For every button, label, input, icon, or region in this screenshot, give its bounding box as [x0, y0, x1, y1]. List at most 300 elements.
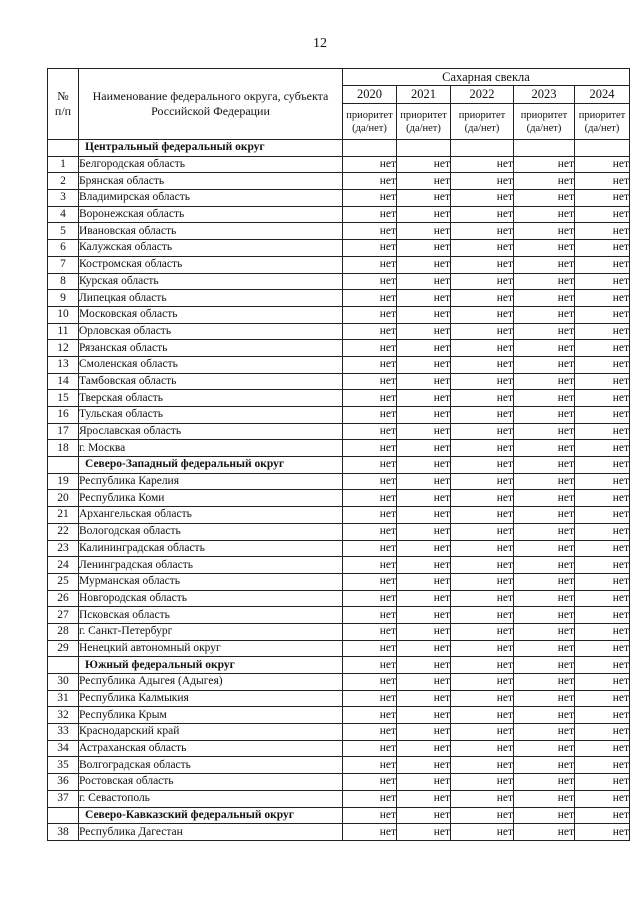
priority-value: нет: [451, 490, 514, 507]
priority-value: нет: [397, 657, 451, 674]
row-number: 14: [48, 373, 79, 390]
column-header-name: Наименование федерального округа, субъекта Российской Федерации: [79, 69, 343, 140]
priority-value: нет: [343, 690, 397, 707]
subject-name: Ярославская область: [79, 423, 343, 440]
table-row: [48, 607, 630, 624]
priority-value: нет: [575, 223, 630, 240]
priority-value: нет: [343, 390, 397, 407]
priority-value: нет: [451, 290, 514, 307]
priority-table: [47, 68, 630, 841]
priority-value: нет: [397, 707, 451, 724]
priority-value: нет: [451, 640, 514, 657]
priority-value: нет: [343, 807, 397, 824]
priority-value: нет: [451, 557, 514, 574]
priority-value: нет: [397, 323, 451, 340]
priority-value: нет: [451, 156, 514, 173]
priority-value: нет: [397, 457, 451, 474]
priority-value: нет: [514, 373, 575, 390]
table-row: [48, 590, 630, 607]
subject-name: Республика Крым: [79, 707, 343, 724]
priority-value: нет: [514, 674, 575, 691]
row-number: 31: [48, 690, 79, 707]
table-row: [48, 340, 630, 357]
priority-value: нет: [343, 490, 397, 507]
priority-value: нет: [397, 523, 451, 540]
priority-value: нет: [575, 690, 630, 707]
priority-value: нет: [343, 707, 397, 724]
priority-value: нет: [575, 824, 630, 841]
priority-value: нет: [397, 690, 451, 707]
priority-value: нет: [514, 457, 575, 474]
priority-value: нет: [575, 290, 630, 307]
row-number: 11: [48, 323, 79, 340]
row-number: 13: [48, 356, 79, 373]
priority-value: нет: [343, 206, 397, 223]
priority-value: нет: [575, 740, 630, 757]
subject-name: Рязанская область: [79, 340, 343, 357]
priority-value: нет: [343, 607, 397, 624]
priority-value: нет: [451, 190, 514, 207]
subject-name: Вологодская область: [79, 523, 343, 540]
priority-value: нет: [575, 807, 630, 824]
subject-name: Волгоградская область: [79, 757, 343, 774]
priority-value: нет: [514, 306, 575, 323]
table-row: [48, 173, 630, 190]
priority-value: нет: [451, 573, 514, 590]
priority-value: нет: [397, 607, 451, 624]
priority-value: нет: [514, 540, 575, 557]
priority-value: нет: [451, 657, 514, 674]
priority-value: нет: [514, 240, 575, 257]
priority-value: нет: [514, 657, 575, 674]
priority-value: нет: [451, 240, 514, 257]
priority-value: нет: [451, 373, 514, 390]
priority-value: нет: [343, 540, 397, 557]
table-row: [48, 273, 630, 290]
district-row: [48, 807, 630, 824]
priority-value: нет: [451, 407, 514, 424]
district-name: Северо-Кавказский федеральный округ: [79, 807, 343, 824]
table-row: [48, 523, 630, 540]
row-number: 16: [48, 407, 79, 424]
subject-name: Республика Калмыкия: [79, 690, 343, 707]
priority-value: нет: [514, 690, 575, 707]
subject-name: Ненецкий автономный округ: [79, 640, 343, 657]
priority-value: нет: [451, 173, 514, 190]
table-row: [48, 740, 630, 757]
subject-name: Липецкая область: [79, 290, 343, 307]
priority-value: нет: [514, 623, 575, 640]
priority-value: нет: [451, 623, 514, 640]
priority-value: нет: [451, 340, 514, 357]
subject-name: Республика Дагестан: [79, 824, 343, 841]
subject-name: Воронежская область: [79, 206, 343, 223]
row-number: 9: [48, 290, 79, 307]
priority-value: нет: [397, 740, 451, 757]
priority-value: нет: [575, 457, 630, 474]
subject-name: Московская область: [79, 306, 343, 323]
district-name: Северо-Западный федеральный округ: [79, 457, 343, 474]
subject-name: Ростовская область: [79, 774, 343, 791]
row-number: 5: [48, 223, 79, 240]
priority-value: нет: [451, 206, 514, 223]
priority-value: нет: [514, 273, 575, 290]
table-header: [48, 69, 630, 140]
priority-value: нет: [451, 674, 514, 691]
priority-value: нет: [343, 757, 397, 774]
row-number: 21: [48, 507, 79, 524]
priority-value: нет: [575, 657, 630, 674]
subject-name: Тульская область: [79, 407, 343, 424]
priority-value: нет: [514, 323, 575, 340]
priority-value: нет: [451, 590, 514, 607]
priority-value: нет: [451, 356, 514, 373]
column-group-sugar-beet: Сахарная свекла: [343, 69, 630, 86]
district-row: [48, 457, 630, 474]
table-row: [48, 757, 630, 774]
priority-value: нет: [575, 490, 630, 507]
table-row: [48, 290, 630, 307]
row-number: 28: [48, 623, 79, 640]
priority-value: нет: [343, 373, 397, 390]
priority-value: нет: [514, 740, 575, 757]
table-row: [48, 407, 630, 424]
priority-value: нет: [343, 273, 397, 290]
priority-value: нет: [451, 507, 514, 524]
priority-value: нет: [343, 640, 397, 657]
priority-value: нет: [451, 323, 514, 340]
table-row: [48, 707, 630, 724]
priority-value: нет: [451, 724, 514, 741]
priority-value: нет: [397, 340, 451, 357]
table-row: [48, 256, 630, 273]
table-row: [48, 557, 630, 574]
table-row: [48, 540, 630, 557]
priority-value: нет: [397, 356, 451, 373]
priority-value: нет: [343, 223, 397, 240]
table-row: [48, 640, 630, 657]
priority-value: нет: [451, 757, 514, 774]
priority-value: нет: [575, 440, 630, 457]
table-row: [48, 790, 630, 807]
priority-value: нет: [575, 623, 630, 640]
table-row: [48, 190, 630, 207]
subject-name: Республика Адыгея (Адыгея): [79, 674, 343, 691]
priority-value: нет: [514, 256, 575, 273]
subject-name: Костромская область: [79, 256, 343, 273]
subject-name: Краснодарский край: [79, 724, 343, 741]
priority-value: нет: [575, 507, 630, 524]
table-row: [48, 674, 630, 691]
priority-value: нет: [514, 190, 575, 207]
priority-value: нет: [397, 190, 451, 207]
priority-value: нет: [451, 607, 514, 624]
priority-value: нет: [514, 757, 575, 774]
priority-value: нет: [397, 540, 451, 557]
priority-value: нет: [343, 573, 397, 590]
priority-value: нет: [343, 423, 397, 440]
row-number: 36: [48, 774, 79, 791]
year-header: 2021: [397, 86, 451, 104]
row-number: 33: [48, 724, 79, 741]
table-row: [48, 724, 630, 741]
table-row: [48, 440, 630, 457]
priority-value: нет: [575, 724, 630, 741]
priority-value: нет: [343, 323, 397, 340]
priority-value: нет: [397, 757, 451, 774]
priority-value: нет: [575, 173, 630, 190]
row-number: 2: [48, 173, 79, 190]
priority-value: нет: [397, 273, 451, 290]
priority-value: нет: [575, 473, 630, 490]
priority-value: нет: [575, 356, 630, 373]
priority-value: нет: [451, 790, 514, 807]
row-number: 32: [48, 707, 79, 724]
priority-value: нет: [397, 390, 451, 407]
row-number: 29: [48, 640, 79, 657]
priority-value: нет: [575, 540, 630, 557]
table-row: [48, 390, 630, 407]
row-number: 20: [48, 490, 79, 507]
priority-value: нет: [343, 190, 397, 207]
priority-value: нет: [514, 590, 575, 607]
priority-value: нет: [575, 156, 630, 173]
table-row: [48, 824, 630, 841]
priority-value: нет: [514, 607, 575, 624]
subject-name: Ивановская область: [79, 223, 343, 240]
priority-value: нет: [343, 557, 397, 574]
district-name: Южный федеральный округ: [79, 657, 343, 674]
priority-value: нет: [397, 156, 451, 173]
priority-value: нет: [575, 707, 630, 724]
row-number: 34: [48, 740, 79, 757]
priority-value: нет: [514, 473, 575, 490]
priority-value: нет: [514, 824, 575, 841]
priority-value: нет: [397, 240, 451, 257]
priority-value: нет: [514, 423, 575, 440]
priority-value: нет: [343, 674, 397, 691]
priority-header: приоритет (да/нет): [451, 104, 514, 140]
subject-name: г. Санкт-Петербург: [79, 623, 343, 640]
priority-value: нет: [575, 390, 630, 407]
priority-value: нет: [397, 440, 451, 457]
priority-value: нет: [397, 557, 451, 574]
priority-value: нет: [397, 490, 451, 507]
district-row: [48, 140, 630, 157]
priority-value: нет: [343, 240, 397, 257]
priority-value: нет: [397, 223, 451, 240]
subject-name: Белгородская область: [79, 156, 343, 173]
priority-value: нет: [575, 790, 630, 807]
priority-value: нет: [397, 256, 451, 273]
priority-value: нет: [397, 173, 451, 190]
priority-value: нет: [397, 423, 451, 440]
priority-value: нет: [451, 273, 514, 290]
row-number: 23: [48, 540, 79, 557]
district-row: [48, 657, 630, 674]
priority-value: нет: [575, 640, 630, 657]
priority-value: нет: [343, 440, 397, 457]
subject-name: Калужская область: [79, 240, 343, 257]
priority-value: нет: [575, 273, 630, 290]
priority-value: нет: [514, 490, 575, 507]
priority-value: нет: [451, 540, 514, 557]
subject-name: Архангельская область: [79, 507, 343, 524]
row-number: 35: [48, 757, 79, 774]
priority-value: нет: [397, 507, 451, 524]
table-row: [48, 774, 630, 791]
priority-value: нет: [397, 473, 451, 490]
priority-value: нет: [397, 590, 451, 607]
subject-name: Тамбовская область: [79, 373, 343, 390]
subject-name: Республика Карелия: [79, 473, 343, 490]
priority-value: нет: [451, 707, 514, 724]
priority-value: нет: [514, 407, 575, 424]
priority-value: нет: [575, 757, 630, 774]
priority-value: нет: [343, 507, 397, 524]
priority-value: нет: [575, 607, 630, 624]
priority-value: нет: [343, 156, 397, 173]
priority-value: нет: [514, 206, 575, 223]
year-header: 2022: [451, 86, 514, 104]
row-number: 25: [48, 573, 79, 590]
priority-value: нет: [514, 156, 575, 173]
priority-value: нет: [397, 774, 451, 791]
priority-value: нет: [451, 306, 514, 323]
row-number: 12: [48, 340, 79, 357]
priority-value: нет: [575, 323, 630, 340]
row-number: 38: [48, 824, 79, 841]
subject-name: Мурманская область: [79, 573, 343, 590]
priority-value: нет: [397, 373, 451, 390]
priority-value: нет: [397, 290, 451, 307]
priority-value: нет: [397, 807, 451, 824]
priority-value: нет: [343, 356, 397, 373]
subject-name: Ленинградская область: [79, 557, 343, 574]
subject-name: Республика Коми: [79, 490, 343, 507]
priority-value: нет: [397, 674, 451, 691]
priority-value: нет: [451, 390, 514, 407]
priority-value: нет: [575, 407, 630, 424]
priority-value: нет: [514, 523, 575, 540]
table-row: [48, 690, 630, 707]
table-row: [48, 373, 630, 390]
priority-value: нет: [451, 423, 514, 440]
priority-value: нет: [575, 256, 630, 273]
column-header-number: № п/п: [48, 69, 79, 140]
table-row: [48, 206, 630, 223]
row-number: [48, 457, 79, 474]
row-number: 37: [48, 790, 79, 807]
priority-value: нет: [451, 774, 514, 791]
row-number: 22: [48, 523, 79, 540]
subject-name: Смоленская область: [79, 356, 343, 373]
priority-value: нет: [451, 690, 514, 707]
subject-name: Новгородская область: [79, 590, 343, 607]
row-number: 19: [48, 473, 79, 490]
priority-value: нет: [343, 306, 397, 323]
priority-value: нет: [514, 340, 575, 357]
priority-value: нет: [575, 573, 630, 590]
subject-name: Тверская область: [79, 390, 343, 407]
table-row: [48, 323, 630, 340]
priority-value: нет: [451, 740, 514, 757]
row-number: 17: [48, 423, 79, 440]
priority-value: нет: [451, 523, 514, 540]
priority-value: нет: [575, 340, 630, 357]
priority-value: нет: [575, 306, 630, 323]
priority-value: нет: [397, 306, 451, 323]
row-number: 30: [48, 674, 79, 691]
table-row: [48, 223, 630, 240]
priority-header: приоритет (да/нет): [575, 104, 630, 140]
table-row: [48, 156, 630, 173]
priority-value: нет: [343, 774, 397, 791]
priority-value: [397, 140, 451, 157]
priority-value: нет: [397, 573, 451, 590]
priority-value: нет: [343, 523, 397, 540]
priority-value: нет: [343, 657, 397, 674]
priority-value: нет: [343, 256, 397, 273]
priority-value: нет: [343, 724, 397, 741]
row-number: 1: [48, 156, 79, 173]
priority-value: нет: [514, 640, 575, 657]
priority-value: нет: [397, 790, 451, 807]
row-number: [48, 657, 79, 674]
priority-value: нет: [397, 206, 451, 223]
priority-value: нет: [397, 640, 451, 657]
priority-value: нет: [397, 623, 451, 640]
priority-value: нет: [514, 390, 575, 407]
table-row: [48, 623, 630, 640]
table-row: [48, 507, 630, 524]
priority-value: нет: [514, 707, 575, 724]
priority-value: нет: [514, 557, 575, 574]
priority-value: нет: [343, 457, 397, 474]
year-header: 2023: [514, 86, 575, 104]
priority-value: нет: [343, 623, 397, 640]
subject-name: Курская область: [79, 273, 343, 290]
row-number: 24: [48, 557, 79, 574]
subject-name: Брянская область: [79, 173, 343, 190]
table-row: [48, 573, 630, 590]
priority-value: нет: [514, 790, 575, 807]
table-row: [48, 423, 630, 440]
priority-value: нет: [451, 824, 514, 841]
priority-value: [343, 140, 397, 157]
priority-value: нет: [397, 407, 451, 424]
subject-name: Калининградская область: [79, 540, 343, 557]
table-row: [48, 306, 630, 323]
priority-header: приоритет (да/нет): [343, 104, 397, 140]
priority-value: нет: [451, 440, 514, 457]
subject-name: Псковская область: [79, 607, 343, 624]
district-name: Центральный федеральный округ: [79, 140, 343, 157]
table-row: [48, 356, 630, 373]
priority-value: [575, 140, 630, 157]
priority-header: приоритет (да/нет): [514, 104, 575, 140]
row-number: 6: [48, 240, 79, 257]
priority-value: нет: [514, 807, 575, 824]
table-row: [48, 240, 630, 257]
priority-value: нет: [343, 290, 397, 307]
priority-value: нет: [343, 740, 397, 757]
year-header: 2020: [343, 86, 397, 104]
priority-value: нет: [575, 373, 630, 390]
priority-value: нет: [514, 573, 575, 590]
priority-value: нет: [514, 440, 575, 457]
priority-value: нет: [343, 824, 397, 841]
